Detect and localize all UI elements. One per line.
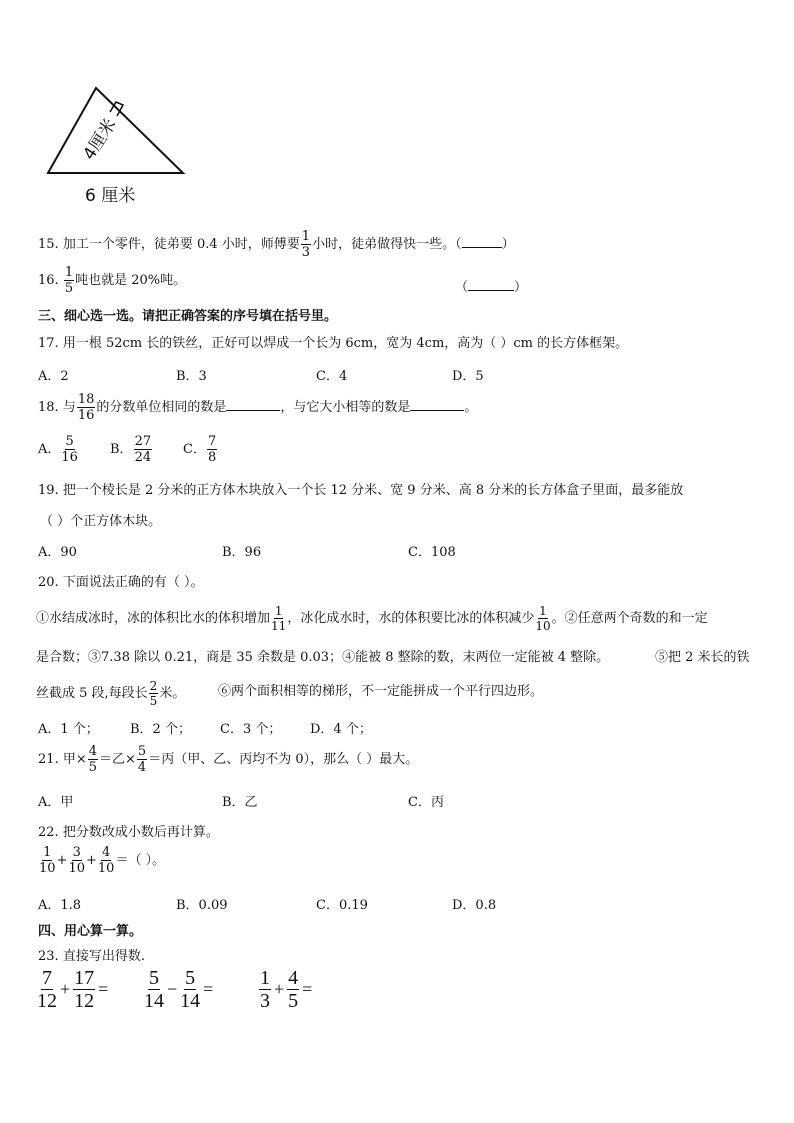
q21-option-a[interactable]: A．甲 bbox=[38, 795, 74, 810]
q20-text: 下面说法正确的有（ ）。 bbox=[62, 575, 204, 590]
q20-option-a[interactable]: A．1 个； bbox=[38, 722, 99, 737]
question-22 bbox=[38, 821, 219, 840]
q18-option-a-label: A． bbox=[38, 442, 61, 457]
q20-item-2-text: 任意两个奇数的和一定 bbox=[577, 611, 708, 626]
q20-item-5-text-a: 把 2 米长的铁 bbox=[668, 650, 750, 665]
q21-text-a: 甲× bbox=[62, 752, 87, 767]
q18-text-c: ，与它大小相等的数是 bbox=[280, 400, 411, 415]
q20-item-4-text: 能被 8 整除的数，末两位一定能被 4 整除。 bbox=[355, 650, 610, 665]
q18-option-a-fraction: $\frac{5}{16}$ bbox=[61, 434, 78, 465]
q15-fraction: $\frac{1}{3}$ bbox=[301, 229, 311, 260]
q22-option-c[interactable]: C．0.19 bbox=[316, 898, 368, 913]
q20-item-1-fraction-2: $\frac{1}{10}$ bbox=[535, 604, 551, 633]
q22-fraction-1: $\frac{1}{10}$ bbox=[39, 845, 56, 876]
q22-fraction-2: $\frac{3}{10}$ bbox=[68, 845, 85, 876]
q23-expression-2[interactable] bbox=[143, 968, 215, 1011]
q21-fraction-2: $\frac{5}{4}$ bbox=[137, 744, 147, 775]
q19-option-b[interactable]: B．96 bbox=[222, 545, 262, 560]
q17-number: 17. bbox=[38, 336, 59, 351]
q18-blank-2[interactable] bbox=[410, 410, 464, 411]
q20-item-1-text-a: 水结成冰时，冰的体积比水的体积增加 bbox=[49, 611, 271, 626]
section-4-heading: 四、用心算一算。 bbox=[38, 924, 143, 939]
q23-e2-fraction-a: $\frac{5}{14}$ bbox=[144, 967, 164, 1012]
q16-answer-blank[interactable] bbox=[468, 290, 514, 291]
question-17 bbox=[38, 332, 628, 351]
q18-option-b[interactable] bbox=[110, 435, 153, 464]
q16-number: 16. bbox=[38, 273, 59, 288]
base-length-label: 6 厘米 bbox=[85, 186, 136, 206]
q22-plus-2: + bbox=[86, 853, 97, 868]
q16-right-paren: ） bbox=[514, 280, 528, 295]
q22-text: 把分数改成小数后再计算。 bbox=[62, 825, 219, 840]
q20-item-1-text-b: ，冰化成水时，水的体积要比冰的体积减少 bbox=[287, 611, 535, 626]
q21-text-c: ＝丙（甲、乙、丙均不为 0），那么（ ）最大。 bbox=[148, 752, 419, 767]
q21-number: 21. bbox=[38, 752, 59, 767]
q18-option-a[interactable] bbox=[38, 435, 79, 464]
q19-text-line-2: （ ）个正方体木块。 bbox=[40, 514, 162, 529]
q18-number: 18. bbox=[38, 400, 59, 415]
q20-statement-line-3 bbox=[36, 680, 185, 707]
q18-option-b-label: B． bbox=[110, 442, 133, 457]
q18-fraction: $\frac{18}{16}$ bbox=[77, 392, 95, 423]
question-16 bbox=[38, 266, 186, 295]
q22-expression bbox=[38, 846, 165, 875]
q23-expression-1[interactable] bbox=[36, 968, 110, 1011]
q20-item-1-marker: ① bbox=[36, 611, 50, 626]
side-length-label: 4厘米 bbox=[79, 115, 121, 164]
q19-option-a[interactable]: A．90 bbox=[38, 545, 77, 560]
q15-text-c: ） bbox=[501, 237, 515, 252]
question-18 bbox=[38, 393, 477, 422]
section-3-heading: 三、细心选一选。请把正确答案的序号填在括号里。 bbox=[38, 309, 338, 324]
q22-option-d[interactable]: D．0.8 bbox=[452, 898, 497, 913]
q20-item-1-text-c: 。 bbox=[551, 611, 565, 626]
q15-text-b: 小时，徒弟做得快一些。（ bbox=[312, 237, 462, 252]
question-23 bbox=[38, 945, 145, 964]
q23-e2-operator: − bbox=[167, 979, 178, 999]
q19-number: 19. bbox=[38, 483, 59, 498]
q20-item-6 bbox=[218, 680, 543, 699]
q21-fraction-1: $\frac{4}{5}$ bbox=[88, 744, 98, 775]
q20-item-5-fraction: $\frac{2}{5}$ bbox=[149, 679, 158, 708]
q15-number: 15. bbox=[38, 237, 59, 252]
q20-item-3-text: 7.38 除以 0.21，商是 35 余数是 0.03； bbox=[101, 650, 343, 665]
q22-tail: ＝（ ）。 bbox=[115, 853, 166, 868]
q23-e2-fraction-b: $\frac{5}{14}$ bbox=[180, 967, 201, 1012]
q23-expression-3[interactable] bbox=[258, 968, 314, 1011]
q19-option-c[interactable]: C．108 bbox=[408, 545, 456, 560]
q21-text-b: ＝乙× bbox=[99, 752, 136, 767]
q19-text-line-1: 把一个棱长是 2 分米的正方体木块放入一个长 12 分米、宽 9 分米、高 8 分米的长方体盒子里面，最多能放 bbox=[62, 483, 684, 498]
q18-blank-1[interactable] bbox=[226, 410, 280, 411]
q17-option-a[interactable]: A．2 bbox=[38, 369, 69, 384]
q18-text-a: 与 bbox=[62, 400, 76, 415]
q20-item-4-marker: ④ bbox=[342, 650, 356, 665]
q17-option-c[interactable]: C．4 bbox=[316, 369, 348, 384]
q23-e1-fraction-b: $\frac{17}{12}$ bbox=[74, 967, 95, 1012]
q17-option-d[interactable]: D．5 bbox=[452, 369, 484, 384]
q16-text: 吨也就是 20%吨。 bbox=[75, 273, 187, 288]
q20-item-6-marker: ⑥ bbox=[218, 684, 232, 699]
question-15 bbox=[38, 230, 515, 259]
q18-option-c-fraction: $\frac{7}{8}$ bbox=[207, 434, 217, 465]
q23-e3-operator: + bbox=[274, 979, 285, 999]
q15-answer-blank[interactable] bbox=[462, 247, 502, 248]
q20-item-1-fraction-1: $\frac{1}{11}$ bbox=[271, 604, 287, 633]
q20-item-5-start bbox=[655, 646, 750, 665]
q20-item-3-marker: ③ bbox=[88, 650, 102, 665]
question-20 bbox=[38, 571, 203, 590]
q20-item-6-text: 两个面积相等的梯形，不一定能拼成一个平行四边形。 bbox=[231, 684, 544, 699]
q23-e3-equals: = bbox=[302, 979, 313, 999]
q21-option-b[interactable]: B．乙 bbox=[222, 795, 258, 810]
q20-item-5-text-c: 米。 bbox=[159, 686, 186, 701]
q18-text-d: 。 bbox=[464, 400, 478, 415]
q17-text: 用一根 52cm 长的铁丝，正好可以焊成一个长为 6cm，宽为 4cm，高为（ ）cm 的长方体框架。 bbox=[62, 336, 629, 351]
q22-fraction-3: $\frac{4}{10}$ bbox=[97, 845, 115, 876]
q22-number: 22. bbox=[38, 825, 59, 840]
q16-fraction: $\frac{1}{5}$ bbox=[64, 265, 74, 296]
q20-option-b[interactable]: B．2 个； bbox=[130, 722, 191, 737]
q20-number: 20. bbox=[38, 575, 59, 590]
q20-statement-line-1 bbox=[36, 605, 708, 632]
q20-option-c[interactable]: C．3 个； bbox=[220, 722, 282, 737]
q18-option-b-fraction: $\frac{27}{24}$ bbox=[134, 434, 152, 465]
q23-e1-operator: + bbox=[60, 979, 71, 999]
q23-e3-fraction-b: $\frac{4}{5}$ bbox=[288, 967, 299, 1012]
q23-e3-fraction-a: $\frac{1}{3}$ bbox=[260, 967, 270, 1012]
q17-option-b[interactable]: B．3 bbox=[176, 369, 207, 384]
q23-e1-fraction-a: $\frac{7}{12}$ bbox=[37, 967, 57, 1012]
q16-answer-box[interactable] bbox=[455, 276, 527, 295]
q20-statement-line-2 bbox=[36, 646, 609, 665]
q22-plus-1: + bbox=[56, 853, 68, 868]
q18-option-c[interactable] bbox=[183, 435, 218, 464]
q18-option-c-label: C． bbox=[183, 442, 206, 457]
q22-option-a[interactable]: A．1.8 bbox=[38, 898, 82, 913]
q16-left-paren: （ bbox=[455, 280, 469, 295]
q23-number: 23. bbox=[38, 949, 59, 964]
question-19 bbox=[38, 479, 683, 498]
q23-text: 直接写出得数. bbox=[62, 949, 145, 964]
q15-text-a: 加工一个零件，徒弟要 0.4 小时，师傅要 bbox=[62, 237, 300, 252]
q18-text-b: 的分数单位相同的数是 bbox=[96, 400, 227, 415]
q23-e1-equals: = bbox=[98, 979, 109, 999]
q22-option-b[interactable]: B．0.09 bbox=[176, 898, 228, 913]
q20-item-2-marker: ② bbox=[564, 611, 578, 626]
q23-e2-equals: = bbox=[203, 979, 214, 999]
q20-item-5-marker: ⑤ bbox=[655, 650, 669, 665]
q20-item-5-text-b: 丝截成 5 段,每段长 bbox=[36, 686, 148, 701]
q20-option-d[interactable]: D．4 个； bbox=[310, 722, 372, 737]
triangle-figure bbox=[40, 85, 200, 210]
q20-item-2-text-b: 是合数； bbox=[36, 650, 89, 665]
question-21 bbox=[38, 745, 418, 774]
q21-option-c[interactable]: C．丙 bbox=[408, 795, 444, 810]
